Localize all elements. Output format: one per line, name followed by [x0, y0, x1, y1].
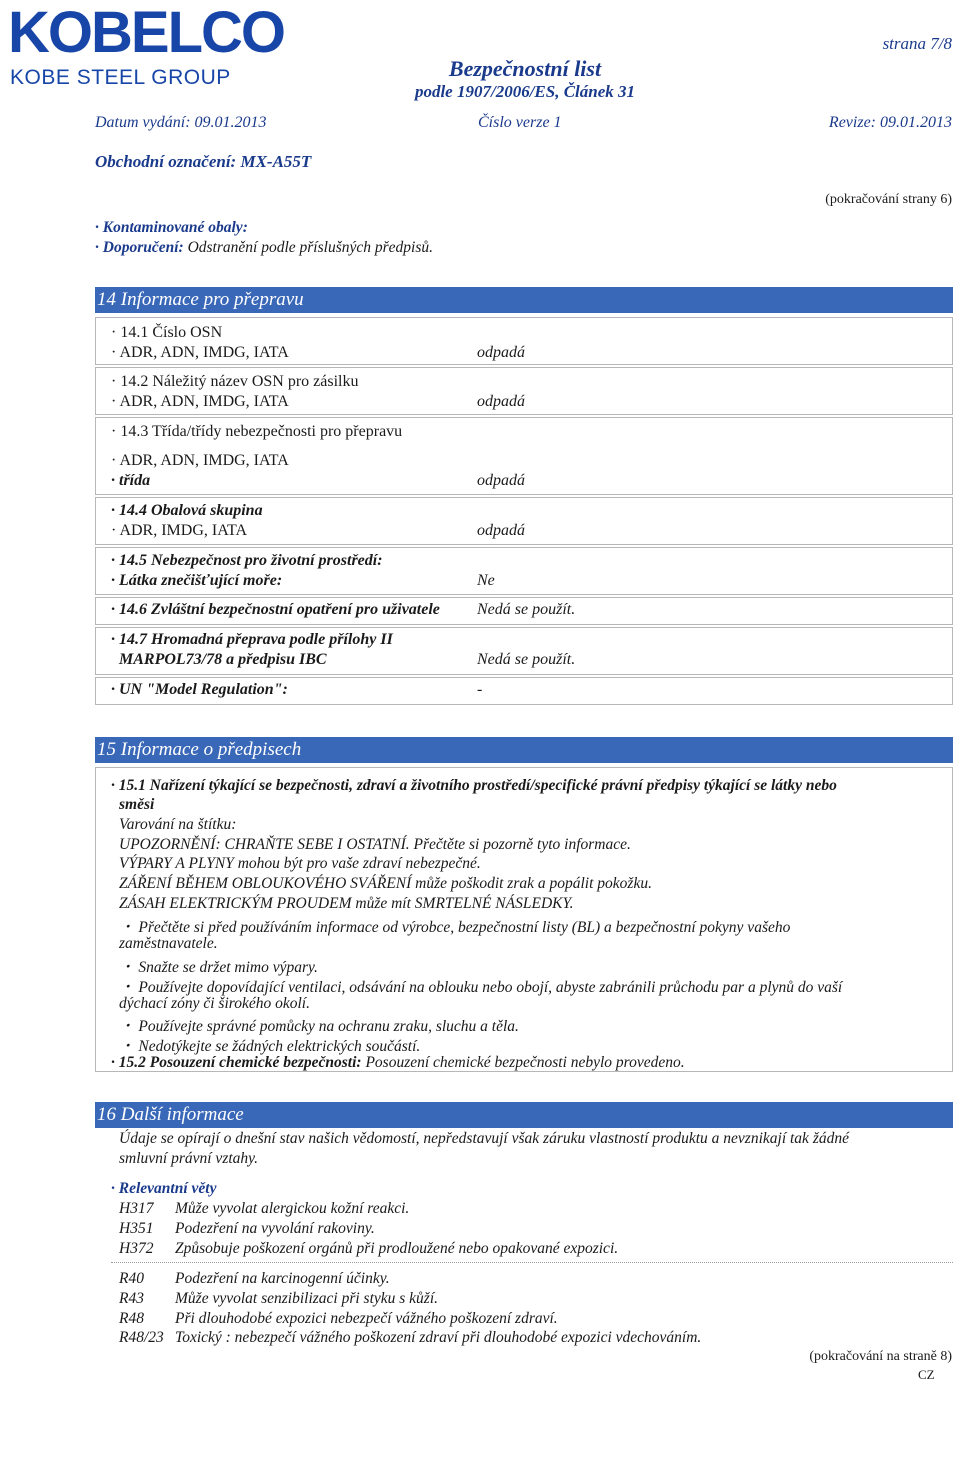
s15-line-7: ・ Snažte se držet mimo výpary. [119, 959, 318, 976]
version-number: Číslo verze 1 [478, 114, 562, 131]
s14-row-7-heading: · 14.7 Hromadná přeprava podle přílohy II [111, 631, 393, 648]
s14-row-4-value: odpadá [477, 522, 525, 539]
s15-line-5: ZÁSAH ELEKTRICKÝM PROUDEM může mít SMRTELNÉ NÁSLEDKY. [119, 895, 574, 912]
s14-row-3-heading: · 14.3 Třída/třídy nebezpečnosti pro přepravu [111, 423, 403, 440]
s14-row-2-modes: · ADR, ADN, IMDG, IATA [111, 393, 289, 410]
h-phrase-code: H317 [119, 1200, 154, 1217]
s15-line-4: ZÁŘENÍ BĚHEM OBLOUKOVÉHO SVÁŘENÍ může poškodit zrak a popálit pokožku. [119, 875, 652, 892]
recommendation-line [95, 239, 433, 257]
language-code: CZ [918, 1367, 935, 1382]
logo-wordmark: KOBELCO [8, 0, 284, 65]
s14-row-1-value: odpadá [477, 344, 525, 361]
s14-row-7-sub: MARPOL73/78 a předpisu IBC [119, 651, 327, 668]
r-phrase-code: R48 [119, 1310, 144, 1327]
s15-line-3: VÝPARY A PLYNY mohou být pro vaše zdraví nebezpečné. [119, 855, 481, 872]
s15-2-label: · 15.2 Posouzení chemické bezpečnosti: [111, 1054, 362, 1071]
s15-line-6-cont: zaměstnavatele. [119, 935, 218, 952]
h-phrase-text: Může vyvolat alergickou kožní reakci. [175, 1200, 410, 1217]
s14-row-5-marine: · Látka znečišťující moře: [111, 572, 283, 589]
phrase-separator [111, 1262, 953, 1263]
s14-row-2-heading: · 14.2 Náležitý název OSN pro zásilku [111, 373, 359, 390]
s14-row-2-value: odpadá [477, 393, 525, 410]
r-phrase-code: R43 [119, 1290, 144, 1307]
s15-line-8-cont: dýchací zóny či širokého okolí. [119, 995, 310, 1012]
s16-disclaimer: Údaje se opírají o dnešní stav našich vědomostí, nepředstavují však záruku vlastností produktu a nevznikají tak žádné [119, 1130, 849, 1147]
document-title: Bezpečnostní list [448, 56, 602, 81]
s14-row-5-heading: · 14.5 Nebezpečnost pro životní prostředí: [111, 552, 383, 569]
recommendation-text: Odstranění podle příslušných předpisů. [187, 239, 433, 256]
r-phrase-code: R40 [119, 1270, 144, 1287]
document-subtitle: podle 1907/2006/ES, Článek 31 [414, 82, 636, 101]
s14-row-3-class: · třída [111, 472, 151, 489]
s15-line-10: ・ Nedotýkejte se žádných elektrických součástí. [119, 1038, 421, 1055]
s14-row-5-value: Ne [477, 572, 495, 589]
h-phrase-code: H351 [119, 1220, 154, 1237]
s14-row-8-value: - [477, 681, 483, 698]
s14-row-3-modes: · ADR, ADN, IMDG, IATA [111, 452, 289, 469]
r-phrase-text: Podezření na karcinogenní účinky. [175, 1270, 390, 1287]
section-14-header: 14 Informace pro přepravu [95, 287, 953, 313]
r-phrase-code: R48/23 [119, 1329, 164, 1346]
s15-line-9: ・ Používejte správné pomůcky na ochranu zraku, sluchu a těla. [119, 1018, 519, 1035]
s16-disclaimer-cont: smluvní právní vztahy. [119, 1150, 259, 1167]
r-phrase-text: Při dlouhodobé expozici nebezpečí vážného poškození zdraví. [175, 1310, 558, 1327]
s15-line-2: UPOZORNĚNÍ: CHRAŇTE SEBE I OSTATNÍ. Přečtěte si pozorně tyto informace. [119, 836, 631, 853]
recommendation-label: · Doporučení: [95, 239, 184, 256]
page-number: strana 7/8 [882, 34, 952, 53]
s16-relevant-heading: · Relevantní věty [111, 1180, 217, 1197]
contaminated-packaging-heading: · Kontaminované obaly: [95, 219, 248, 236]
h-phrase-text: Způsobuje poškození orgánů při prodloužené nebo opakované expozici. [175, 1240, 619, 1257]
continued-from: (pokračování strany 6) [825, 192, 952, 207]
trade-name: Obchodní označení: MX-A55T [95, 152, 312, 171]
r-phrase-text: Toxický : nebezpečí vážného poškození zdraví při dlouhodobé expozici vdechováním. [175, 1329, 702, 1346]
h-phrase-text: Podezření na vyvolání rakoviny. [175, 1220, 375, 1237]
section-16-header: 16 Další informace [95, 1102, 953, 1128]
continued-to: (pokračování na straně 8) [809, 1349, 952, 1364]
s14-row-6-heading: · 14.6 Zvláštní bezpečnostní opatření pro uživatele [111, 601, 440, 618]
issue-date: Datum vydání: 09.01.2013 [95, 114, 267, 131]
s15-line-8: ・ Používejte dopovídající ventilaci, odsávání na oblouku nebo obojí, abyste zabránili průchodu par a plynů do vaší [119, 979, 843, 996]
s14-row-4-modes: · ADR, IMDG, IATA [111, 522, 248, 539]
h-phrase-code: H372 [119, 1240, 154, 1257]
s14-row-1-modes: · ADR, ADN, IMDG, IATA [111, 344, 289, 361]
s15-2-text: Posouzení chemické bezpečnosti nebylo provedeno. [365, 1054, 685, 1071]
s15-2-line [111, 1054, 685, 1072]
revision-date: Revize: 09.01.2013 [828, 114, 952, 131]
section-15-header: 15 Informace o předpisech [95, 737, 953, 763]
s14-row-8-heading: · UN "Model Regulation": [111, 681, 288, 698]
s14-row-1-heading: · 14.1 Číslo OSN [111, 324, 223, 341]
r-phrase-text: Může vyvolat senzibilizaci při styku s kůží. [175, 1290, 439, 1307]
s15-1-heading-cont: směsi [119, 796, 155, 813]
s15-line-6: ・ Přečtěte si před používáním informace od výrobce, bezpečnostní listy (BL) a bezpečnostní pokyny vašeho [119, 919, 791, 936]
s15-label-warning: Varování na štítku: [119, 816, 237, 833]
s14-row-4-heading: · 14.4 Obalová skupina [111, 502, 263, 519]
logo-subtitle: KOBE STEEL GROUP [10, 66, 231, 89]
s14-row-7-value: Nedá se použít. [477, 651, 576, 668]
s14-row-3-value: odpadá [477, 472, 525, 489]
s14-row-6-value: Nedá se použít. [477, 601, 576, 618]
company-logo [8, 0, 284, 90]
s15-1-heading: · 15.1 Nařízení týkající se bezpečnosti, zdraví a životního prostředí/specifické právní předpisy týkající se látky nebo [111, 777, 837, 794]
